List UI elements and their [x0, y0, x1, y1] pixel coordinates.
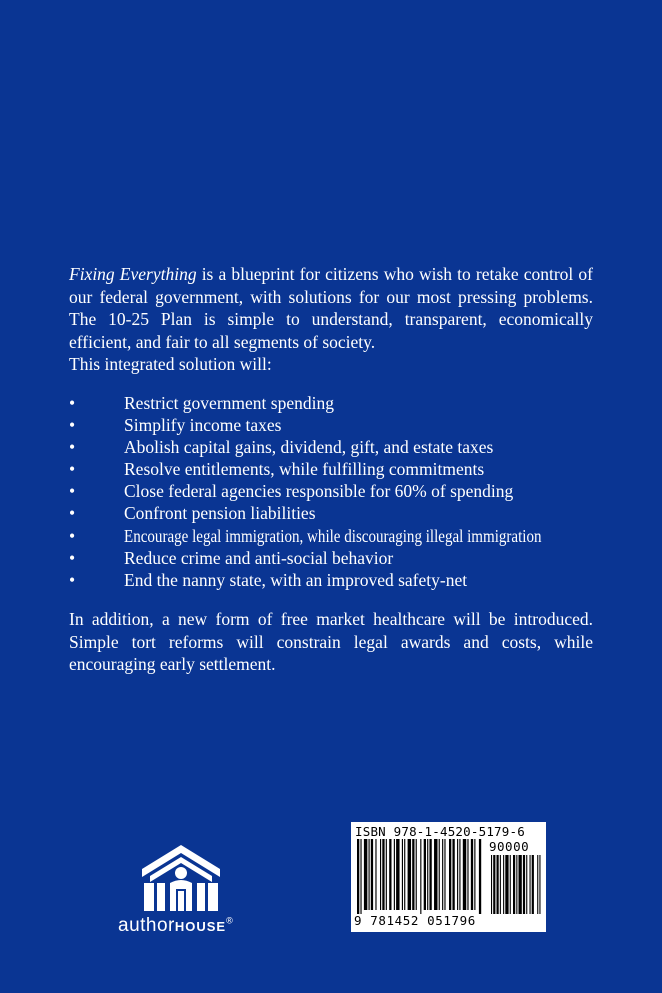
barcode-bar	[375, 839, 376, 910]
barcode-bar	[402, 839, 403, 910]
addon-bar	[493, 855, 495, 914]
benefit-list	[69, 392, 593, 592]
barcode-bar	[429, 839, 431, 910]
price-code: 90000	[489, 839, 530, 854]
bullet-icon: •	[69, 392, 76, 413]
addon-bar	[500, 855, 501, 914]
barcode-bar	[420, 839, 421, 914]
isbn-barcode	[351, 822, 546, 932]
barcode-bar	[389, 839, 391, 910]
barcode-bar	[434, 839, 437, 910]
barcode-bar	[439, 839, 440, 910]
addon-bar	[516, 855, 517, 914]
barcode-bar	[396, 839, 399, 910]
addon-bar	[491, 855, 492, 914]
barcode-bar	[382, 839, 384, 910]
intro-text: is a blueprint for citizens who wish to retake control of our federal government, with solutions for our most pressing problems. The 10-25 Plan is simple to understand, transparent, economically efficient, and fair to all segments of society.	[69, 264, 593, 352]
addon-bar	[539, 855, 540, 914]
list-item: • Encourage legal immigration, while discouraging illegal immigration	[69, 525, 542, 546]
barcode-bar	[371, 839, 373, 910]
barcode-bar	[471, 839, 473, 910]
barcode-bar	[467, 839, 468, 910]
list-item: • Reduce crime and anti-social behavior	[69, 547, 394, 568]
barcode-bar	[369, 839, 370, 910]
barcode-bar	[452, 839, 454, 910]
bullet-icon: •	[69, 414, 76, 435]
book-title-italic: Fixing Everything	[69, 264, 197, 284]
isbn-number: ISBN 978-1-4520-5179-6	[355, 824, 525, 839]
bullet-icon: •	[69, 547, 76, 568]
barcode-bar	[463, 839, 466, 910]
addon-bar	[510, 855, 511, 914]
list-item: • Abolish capital gains, dividend, gift, and estate taxes	[69, 436, 494, 457]
addon-bar	[537, 855, 538, 914]
barcode-bar	[427, 839, 428, 910]
addon-bar	[519, 855, 522, 914]
barcode-bar	[416, 839, 417, 910]
barcode-bar	[457, 839, 458, 910]
barcode-bar	[394, 839, 395, 910]
bullet-icon: •	[69, 436, 76, 457]
barcode-bar	[444, 839, 445, 910]
bullet-icon: •	[69, 525, 76, 546]
barcode-bar	[357, 839, 359, 914]
barcode-bar	[364, 839, 367, 910]
barcode-bar	[386, 839, 387, 910]
bullet-icon: •	[69, 570, 76, 590]
list-item: • Resolve entitlements, while fulfilling commitments	[69, 459, 485, 480]
barcode-bar	[412, 839, 414, 910]
barcode-bar	[424, 839, 426, 910]
addon-bar	[523, 855, 525, 914]
barcode-bar	[449, 839, 451, 910]
addon-bar	[497, 855, 499, 914]
list-item: • End the nanny state, with an improved safety-net	[69, 570, 468, 590]
barcode-bar	[474, 839, 475, 910]
addon-bar	[532, 855, 534, 914]
barcode-bar	[442, 839, 443, 910]
addon-bar	[526, 855, 527, 914]
bullet-icon: •	[69, 503, 76, 524]
barcode-bar	[459, 839, 460, 910]
list-item: • Simplify income taxes	[69, 414, 282, 435]
addon-bar	[513, 855, 515, 914]
closing-paragraph: In addition, a new form of free market healthcare will be introduced. Simple tort reforms will constrain legal awards and costs, while encouraging early settlement.	[69, 609, 593, 675]
bullet-icon: •	[69, 481, 76, 502]
barcode-bar	[380, 839, 381, 910]
addon-bar	[530, 855, 531, 914]
house-logo-icon	[140, 843, 222, 913]
bullet-icon: •	[69, 459, 76, 480]
barcode-bar	[408, 839, 411, 910]
barcode-bar	[479, 839, 481, 914]
barcode-bar	[360, 839, 361, 914]
lead-line: This integrated solution will:	[69, 354, 272, 374]
ean-digits: 9 781452 051796	[354, 913, 476, 928]
addon-bar	[505, 855, 508, 914]
list-item: • Close federal agencies responsible for 60% of spending	[69, 481, 514, 502]
blurb-text	[69, 263, 593, 676]
barcode-bar	[404, 839, 405, 910]
publisher-logo	[118, 843, 258, 943]
addon-bar	[503, 855, 504, 914]
publisher-wordmark: authorHOUSE®	[118, 915, 234, 936]
list-item: • Confront pension liabilities	[69, 503, 316, 524]
list-item: • Restrict government spending	[69, 392, 334, 413]
intro-paragraph	[69, 263, 593, 353]
